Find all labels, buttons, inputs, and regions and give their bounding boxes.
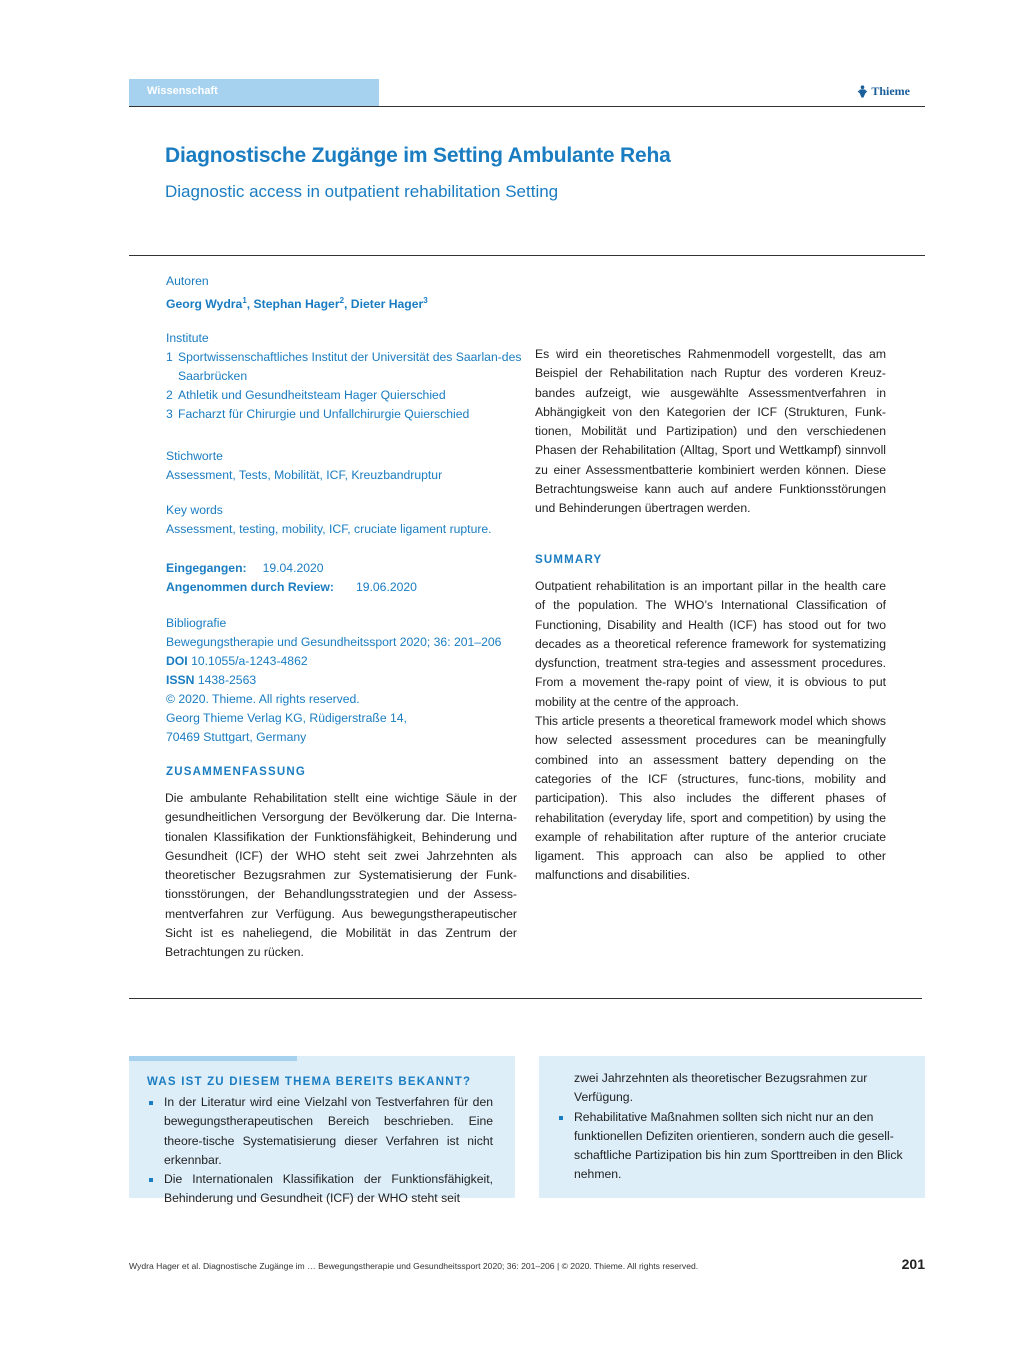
received-date: 19.04.2020 [262,561,324,575]
institutes-label: Institute [166,331,209,345]
author-affiliation: 3 [423,296,428,305]
stichworte-block [166,447,521,485]
institute-number: 3 [166,407,173,421]
institute-text: Facharzt für Chirurgie und Unfallchirurgie Quierschied [178,407,470,421]
zusammenfassung-continuation: Es wird ein theoretisches Rahmenmodell vorgestellt, das am Beispiel der Rehabilitation nach Ruptur des vorderen Kreuz-bandes aufzeigt, wie ausgewählte Assessmentverfahren in Abhängigkeit von den Kategorien der ICF (Strukturen, Funk-tionen, Mobilität und Partizipation) und den verschiedenen Phasen der Rehabilitation (Alltag, Sport und Wettkampf) sinnvoll zu einer Assessmentbatterie kombiniert werden können. Diese Betrachtungsweise kann auch auf andere Funktionsstörungen und Behinderungen übertragen werden. [535,347,886,516]
bullet-square-icon [149,1101,153,1105]
issn-value: 1438-2563 [197,673,257,687]
doi-label: DOI [166,654,188,668]
summary-text [535,577,886,886]
accepted-row [166,578,521,597]
stichworte-text: Assessment, Tests, Mobilität, ICF, Kreuzbandruptur [166,468,443,482]
summary-paragraph: This article presents a theoretical framework model which shows how selected assessment procedures can be meaningfully combined into an assessment battery depending on the categories of the ICF (structures, func-tions, mobility and participation). This also includes the different phases of rehabilitation (everyday life, sport and competition) by using the example of rehabilitation after rupture of the anterior cruciate ligament. This approach can also be applied to other malfunctions and disabilities. [535,714,886,883]
issn-label: ISSN [166,673,195,687]
infobox-list [147,1093,493,1209]
issn-row [166,671,521,690]
article-subtitle: Diagnostic access in outpatient rehabilitation Setting [165,182,559,201]
copyright: © 2020. Thieme. All rights reserved. [166,692,360,706]
institute-text: Sportwissenschaftliches Institut der Universität des Saarlan-des Saarbrücken [178,350,522,383]
section-tab-label: Wissenschaft [147,85,218,97]
received-label: Eingegangen: [166,561,247,575]
infobox-bullet-continued [557,1069,907,1108]
keywords-label: Key words [166,503,223,517]
title-divider [129,255,925,256]
section-tab [129,79,379,106]
publisher-name: Thieme [871,84,910,98]
doi-value: 10.1055/a-1243-4862 [191,654,308,668]
publisher-address: 70469 Stuttgart, Germany [166,730,307,744]
publisher-address: Georg Thieme Verlag KG, Rüdigerstraße 14, [166,711,407,725]
infobox-bullet [147,1170,493,1209]
authors-label: Autoren [166,274,209,288]
stichworte-label: Stichworte [166,449,223,463]
author-name: Dieter Hager [350,297,424,312]
institute-item [166,386,522,405]
footer-citation: Wydra Hager et al. Diagnostische Zugänge im … Bewegungstherapie und Gesundheitssport 2020; 36: 201–206 | © 2020. Thieme. All rights reserved. [129,1261,699,1271]
bibliografie-label: Bibliografie [166,616,227,630]
doi-row [166,652,521,671]
summary-paragraph: Outpatient rehabilitation is an important pillar in the health care of the population. The WHO’s International Classification of Functioning, Disability and Health (ICF) has stood out for two decades as a theoretical reference framework for systematizing dysfunction, treatment stra-tegies and assessment procedures. From a movement the-rapy point of view, it is obvious to put mobility at the centre of the approach. [535,579,886,709]
institute-item [166,348,522,386]
institute-number: 2 [166,388,173,402]
page-number: 201 [901,1256,925,1272]
infobox-heading: WAS IST ZU DIESEM THEMA BEREITS BEKANNT? [147,1076,472,1088]
received-row [166,559,521,578]
institutes-block [166,329,522,424]
author-affiliation: 1 [242,296,247,305]
bullet-text: zwei Jahrzehnten als theoretischer Bezugsrahmen zur Verfügung. [574,1071,868,1105]
article-title: Diagnostische Zugänge im Setting Ambulante Reha [165,144,671,167]
institute-text: Athletik und Gesundheitsteam Hager Quierschied [178,388,446,402]
dates-block [166,559,521,597]
header-divider [129,106,925,107]
zusammenfassung-heading: ZUSAMMENFASSUNG [166,766,307,778]
bullet-square-icon [149,1178,153,1182]
zusammenfassung-text: Die ambulante Rehabilitation stellt eine wichtige Säule in der gesundheitlichen Versorgung der Bevölkerung dar. Die Interna-tionalen Klassifikation der Funktionsfähigkeit, Behinderung und Gesundheit (ICF) der WHO steht seit zwei Jahrzehnten als theoretischer Bezugsrahmen zur Systematisierung der Funk-tionsstörungen, der Behandlungsstrategien und der Assess-mentverfahren zur Verfügung. Aus bewegungstherapeutischer Sicht ist es naheliegend, die Mobilität in das Zentrum der Betrachtungen zu rücken. [165,791,517,960]
thieme-figure-icon [857,85,868,98]
journal-citation: Bewegungstherapie und Gesundheitssport 2020; 36: 201–206 [166,635,502,649]
institute-number: 1 [166,350,173,364]
author-name: Stephan Hager [253,297,340,312]
bullet-text: Rehabilitative Maßnahmen sollten sich nicht nur an den funktionellen Defiziten orientieren, sondern auch die gesell-schaftliche Partizipation bis hin zum Sporttreiben in den Blick nehmen. [574,1109,903,1182]
bullet-square-icon [559,1116,563,1120]
author-affiliation: 2 [339,296,345,305]
bibliography-block [166,614,521,747]
bullet-text: Die Internationalen Klassifikation der Funktionsfähigkeit, Behinderung und Gesundheit (ICF) der WHO steht seit [164,1172,493,1206]
accepted-date: 19.06.2020 [355,580,417,594]
authors-block [166,272,521,314]
institute-item [166,405,522,424]
bullet-text: In der Literatur wird eine Vielzahl von Testverfahren für den bewegungstherapeutischen Bereich beschrieben. Eine theore-tische Systematisierung dieser Verfahren ist nicht erkennbar. [164,1095,493,1167]
infobox-accent-bar [129,1056,297,1061]
authors-list: Georg Wydra$^1$, Stephan Hager$^2$, Dieter Hager$^3$ [166,296,428,312]
infobox-bullet [557,1108,907,1185]
summary-heading: SUMMARY [535,554,603,566]
author-name: Georg Wydra [166,297,243,312]
publisher-logo [857,84,910,99]
abstract-divider [129,998,922,999]
infobox-list-continued [557,1069,907,1185]
infobox-bullet [147,1093,493,1170]
keywords-block [166,501,521,539]
keywords-text: Assessment, testing, mobility, ICF, cruciate ligament rupture. [166,522,492,536]
accepted-label: Angenommen durch Review: [166,580,334,594]
